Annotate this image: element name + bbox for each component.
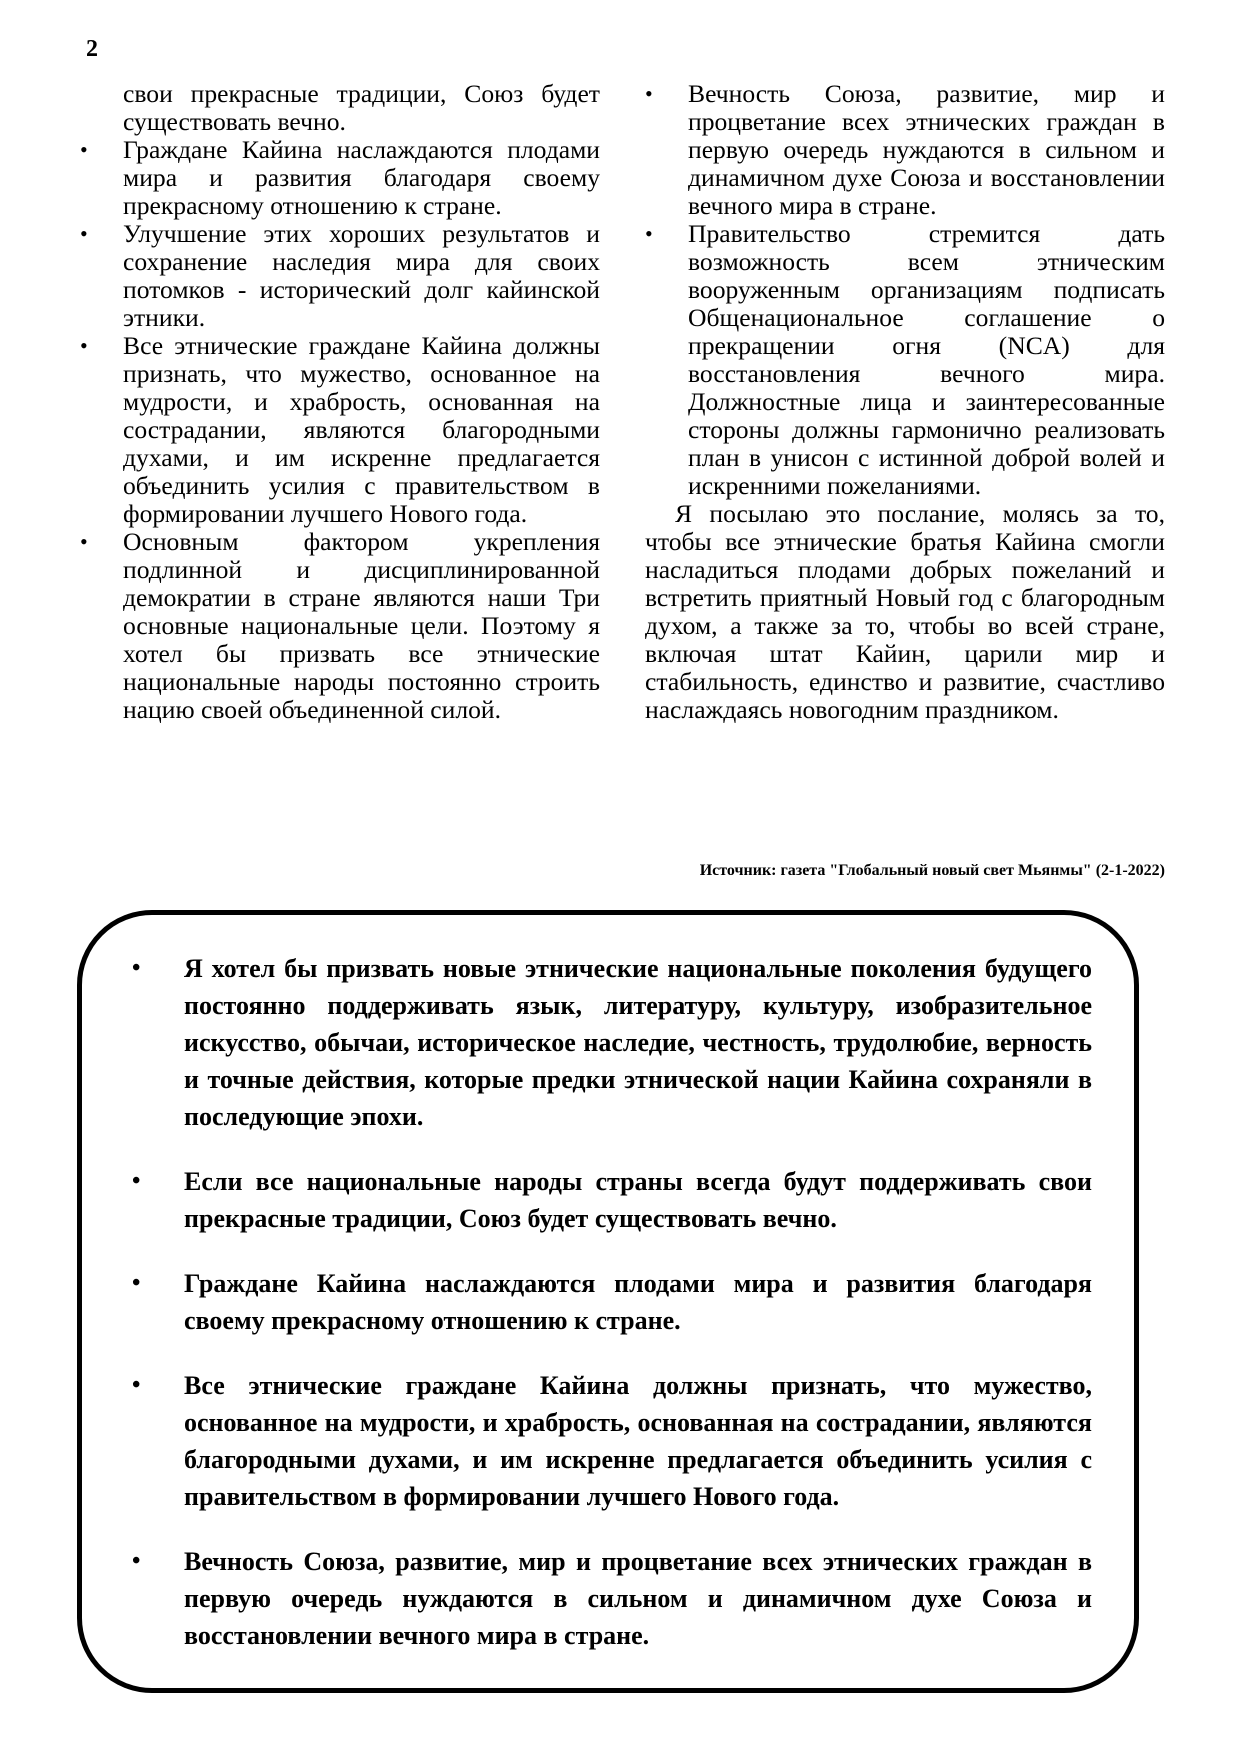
- list-item: [132, 1265, 1092, 1339]
- list-item: • Граждане Кайина наслаждаются плодами мира и развития благодаря своему прекрасному отношению к стране.: [80, 136, 600, 220]
- list-item: [132, 1543, 1092, 1654]
- right-column: [645, 80, 1165, 724]
- page-number: 2: [86, 36, 98, 62]
- closing-paragraph: Я посылаю это послание, молясь за то, чтобы все этнические братья Кайина смогли насладиться плодами добрых пожеланий и встретить приятный Новый год с благородным духом, а также за то, чтобы во всей стране, включая штат Кайин, царили мир и стабильность, единство и развитие, счастливо наслаждаясь новогодним праздником.: [645, 499, 1165, 724]
- left-column: [80, 80, 600, 724]
- list-item: • Улучшение этих хороших результатов и сохранение наследия мира для своих потомков - исторический долг кайинской этники.: [80, 220, 600, 332]
- highlight-list: [132, 950, 1092, 1682]
- list-item: • Правительство стремится дать возможность всем этническим вооруженным организациям подписать Общенациональное соглашение о прекращении огня (NCA) для восстановления вечного мира. Должностные лица и заинтересованные стороны должны гармонично реализовать план в унисон с истинной доброй волей и искренними пожеланиями.: [645, 220, 1165, 500]
- list-item-text: • Все этнические граждане Кайина должны признать, что мужество, основанное на мудрости, и храбрость, основанная на сострадании, являются благородными духами, и им искренне предлагается объединить усилия с правительством в формировании лучшего Нового года.: [184, 1371, 1092, 1511]
- list-item: • Все этнические граждане Кайина должны признать, что мужество, основанное на мудрости, и храбрость, основанная на сострадании, являются благородными духами, и им искренне предлагается объединить усилия с правительством в формировании лучшего Нового года.: [80, 332, 600, 528]
- list-item-text: • Если все национальные народы страны всегда будут поддерживать свои прекрасные традиции, Союз будет существовать вечно.: [184, 1167, 1092, 1233]
- article-columns: [80, 80, 1165, 880]
- list-item-text: • Вечность Союза, развитие, мир и процветание всех этнических граждан в первую очередь нуждаются в сильном и динамичном духе Союза и восстановлении вечного мира в стране.: [184, 1547, 1092, 1650]
- list-item: • Вечность Союза, развитие, мир и процветание всех этнических граждан в первую очередь нуждаются в сильном и динамичном духе Союза и восстановлении вечного мира в стране.: [645, 80, 1165, 220]
- list-item-text: • Я хотел бы призвать новые этнические национальные поколения будущего постоянно поддерживать язык, литературу, культуру, изобразительное искусство, обычаи, историческое наследие, честность, трудолюбие, верность и точные действия, которые предки этнической нации Кайина сохраняли в последующие эпохи.: [184, 954, 1092, 1131]
- highlight-box: [77, 910, 1139, 1693]
- list-item-text: • Граждане Кайина наслаждаются плодами мира и развития благодаря своему прекрасному отношению к стране.: [184, 1269, 1092, 1335]
- source-citation: Источник: газета "Глобальный новый свет Мьянмы" (2-1-2022): [699, 862, 1165, 879]
- list-item: [132, 1163, 1092, 1237]
- list-item: [132, 950, 1092, 1135]
- continuation-paragraph: свои прекрасные традиции, Союз будет существовать вечно.: [123, 79, 600, 136]
- list-item: [132, 1367, 1092, 1515]
- list-item: • Основным фактором укрепления подлинной и дисциплинированной демократии в стране являются наши Три основные национальные цели. Поэтому я хотел бы призвать все этнические национальные народы постоянно строить нацию своей объединенной силой.: [80, 528, 600, 724]
